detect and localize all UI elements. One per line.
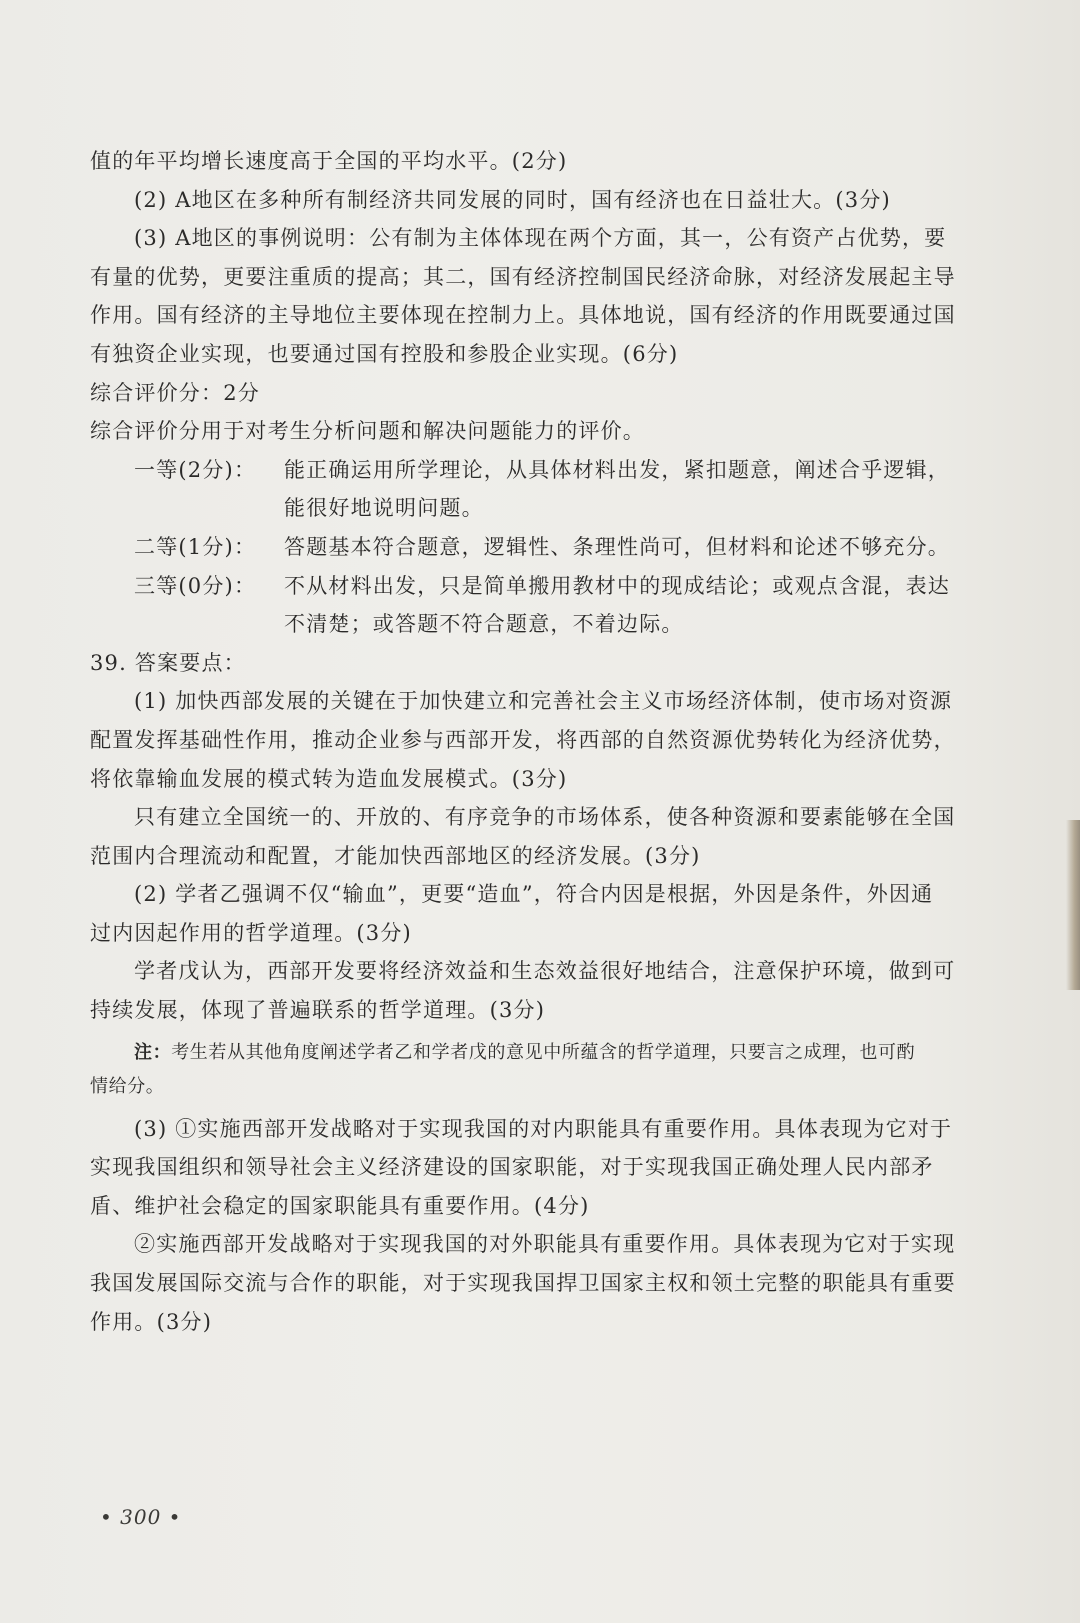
text-line: 作用。国有经济的主导地位主要体现在控制力上。具体地说，国有经济的作用既要通过国 xyxy=(90,303,956,328)
grade-label: 三等(0分)： xyxy=(134,573,257,598)
text-line: 过内因起作用的哲学道理。(3分) xyxy=(90,920,412,945)
grade-description xyxy=(284,451,950,528)
text-line: 作用。(3分) xyxy=(90,1309,213,1334)
text-line: 学者戊认为，西部开发要将经济效益和生态效益很好地结合，注意保护环境，做到可 xyxy=(134,959,956,984)
grade-row xyxy=(90,451,1028,528)
text-line: (2) 学者乙强调不仅“输血”，更要“造血”，符合内因是根据，外因是条件，外因通 xyxy=(134,882,934,907)
text-line: 将依靠输血发展的模式转为造血发展模式。(3分) xyxy=(90,766,568,791)
note-line: 情给分。 xyxy=(90,1075,165,1097)
text-line: 配置发挥基础性作用，推动企业参与西部开发，将西部的自然资源优势转化为经济优势， xyxy=(90,727,956,752)
text-line: 实现我国组织和领导社会主义经济建设的国家职能，对于实现我国正确处理人民内部矛 xyxy=(90,1155,934,1180)
text-line: 只有建立全国统一的、开放的、有序竞争的市场体系，使各种资源和要素能够在全国 xyxy=(134,805,956,830)
note-label: 注： xyxy=(134,1041,172,1063)
text-line: 持续发展，体现了普遍联系的哲学道理。(3分) xyxy=(90,998,546,1023)
text-line: 能正确运用所学理论，从具体材料出发，紧扣题意，阐述合乎逻辑， xyxy=(284,457,950,482)
text-line: 答题基本符合题意，逻辑性、条理性尚可，但材料和论述不够充分。 xyxy=(284,534,950,559)
text-line: (1) 加快西部发展的关键在于加快建立和完善社会主义市场经济体制，使市场对资源 xyxy=(134,689,953,714)
text-line: 范围内合理流动和配置，才能加快西部地区的经济发展。(3分) xyxy=(90,843,701,868)
text-line: 综合评价分用于对考生分析问题和解决问题能力的评价。 xyxy=(90,419,645,444)
page-number: • 300 • xyxy=(100,1505,182,1529)
text-line: ②实施西部开发战略对于实现我国的对外职能具有重要作用。具体表现为它对于实现 xyxy=(134,1232,956,1257)
text-line: 盾、维护社会稳定的国家职能具有重要作用。(4分) xyxy=(90,1193,590,1218)
note-line xyxy=(90,1036,1028,1070)
grade-label: 二等(1分)： xyxy=(134,534,257,559)
question-heading: 39. 答案要点： xyxy=(90,650,246,675)
text-line: 有量的优势，更要注重质的提高；其二，国有经济控制国民经济命脉，对经济发展起主导 xyxy=(90,264,956,289)
text-line: (3) ①实施西部开发战略对于实现我国的对内职能具有重要作用。具体表现为它对于 xyxy=(134,1116,953,1141)
text-line: 值的年平均增长速度高于全国的平均水平。(2分) xyxy=(90,149,568,173)
text-line: (3) A地区的事例说明：公有制为主体体现在两个方面，其一，公有资产占优势，要 xyxy=(134,226,947,251)
section-heading: 综合评价分：2分 xyxy=(90,380,260,405)
grade-label: 一等(2分)： xyxy=(134,457,257,482)
page-edge-shadow xyxy=(1066,820,1080,990)
text-line: 我国发展国际交流与合作的职能，对于实现我国捍卫国家主权和领土完整的职能具有重要 xyxy=(90,1271,956,1296)
text-line: 能很好地说明问题。 xyxy=(284,496,484,521)
text-line: 有独资企业实现，也要通过国有控股和参股企业实现。(6分) xyxy=(90,341,679,366)
grade-row xyxy=(90,528,1028,567)
text-line: 不从材料出发，只是简单搬用教材中的现成结论；或观点含混，表达 xyxy=(284,573,950,598)
answer-text xyxy=(90,142,1028,1341)
text-line: 不清楚；或答题不符合题意，不着边际。 xyxy=(284,612,684,637)
grade-description xyxy=(284,528,950,567)
grade-row xyxy=(90,567,1028,644)
grade-description xyxy=(284,567,950,644)
text-line: (2) A地区在多种所有制经济共同发展的同时，国有经济也在日益壮大。(3分) xyxy=(134,187,891,212)
note-text: 考生若从其他角度阐述学者乙和学者戊的意见中所蕴含的哲学道理，只要言之成理，也可酌 xyxy=(171,1041,916,1063)
